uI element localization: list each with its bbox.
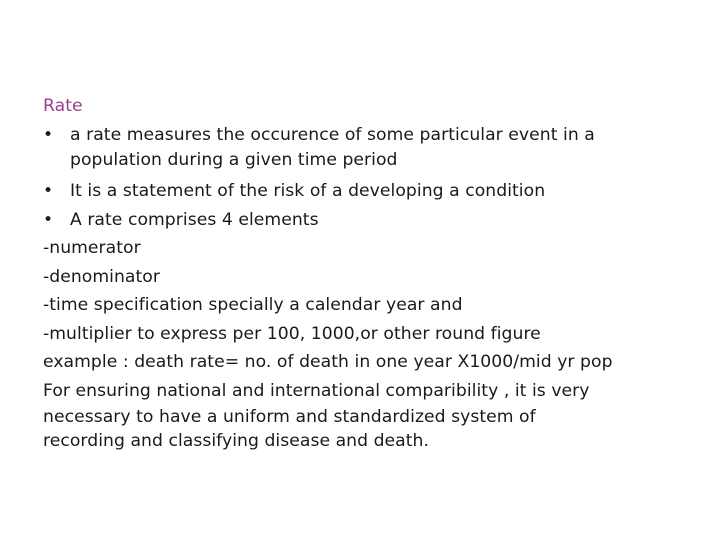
plain-text-line: example : death rate= no. of death in one year X1000/mid yr pop <box>43 352 613 372</box>
slide-content <box>43 92 693 453</box>
closing-paragraph <box>43 377 693 454</box>
plain-text-line: -numerator <box>43 238 141 258</box>
paragraph-line: recording and classifying disease and death. <box>43 431 429 451</box>
bullet-item <box>43 206 693 235</box>
bullet-text-line: population during a given time period <box>70 150 398 170</box>
paragraph-line: For ensuring national and international comparibility , it is very <box>43 380 590 401</box>
plain-text-line: -time specification specially a calendar year and <box>43 295 463 315</box>
bullet-item <box>43 121 693 172</box>
bullet-dot-icon: • <box>43 181 54 201</box>
bullet-text-line: A rate comprises 4 elements <box>70 209 319 230</box>
bullet-dot-icon: • <box>43 209 54 230</box>
bullet-text-line: It is a statement of the risk of a developing a condition <box>70 181 546 201</box>
bullet-text-line: a rate measures the occurence of some particular event in a <box>70 124 595 145</box>
bullet-item <box>43 177 693 206</box>
paragraph-line: necessary to have a uniform and standardized system of <box>43 407 536 427</box>
slide-title: Rate <box>43 96 83 116</box>
plain-text-line: -denominator <box>43 266 160 287</box>
plain-text-line: -multiplier to express per 100, 1000,or other round figure <box>43 323 541 344</box>
bullet-dot-icon: • <box>43 124 54 145</box>
